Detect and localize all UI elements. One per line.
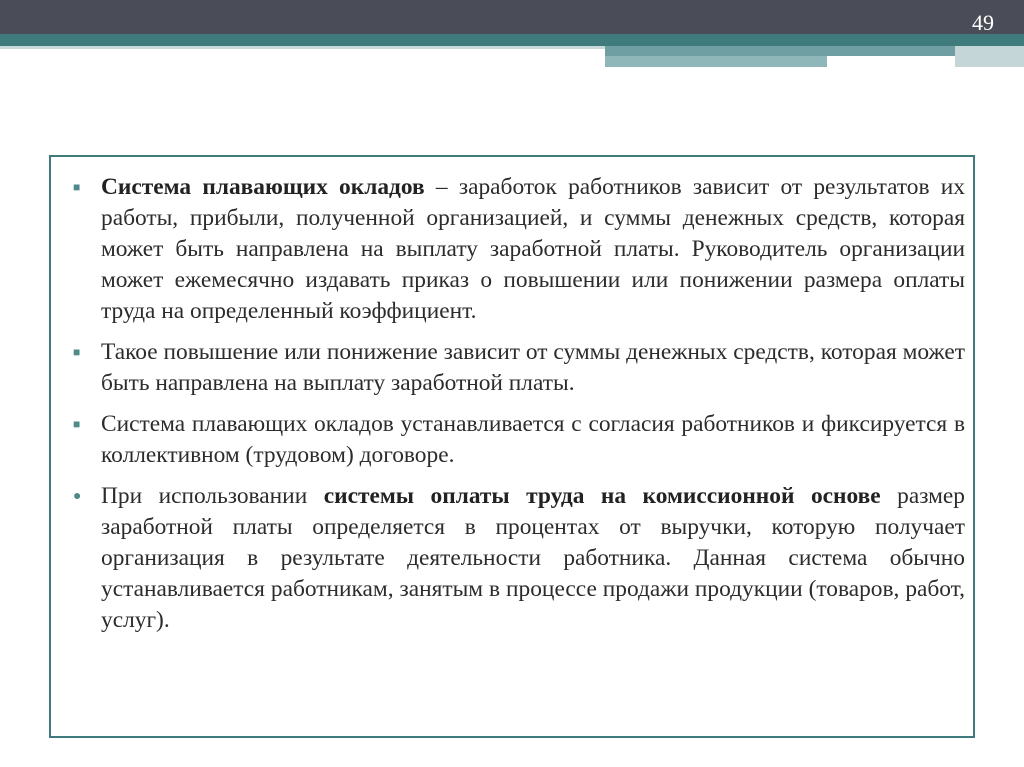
item-text: размер заработной платы определяется в процентах от выручки, которую получает организация в результате деятельности работника. Данная система обычно устанавливается работникам, занятым в процессе продажи продукции (товаров, работ, услуг).	[101, 483, 965, 633]
term: Система плавающих окладов	[101, 174, 425, 200]
page-number: 49	[972, 10, 994, 35]
header-bar	[0, 0, 1024, 34]
header-stripe-accent	[605, 46, 955, 56]
square-bullet-icon: ■	[73, 180, 81, 194]
header-stripe-light	[0, 46, 605, 49]
round-bullet-icon: ●	[73, 489, 82, 504]
header-edge	[955, 46, 1024, 67]
square-bullet-icon: ■	[73, 345, 81, 359]
item-text: Система плавающих окладов устанавливается с согласия работников и фиксируется в коллективном (трудовом) договоре.	[101, 411, 965, 468]
item-text: Такое повышение или понижение зависит от суммы денежных средств, которая может быть направлена на выплату заработной платы.	[101, 339, 965, 396]
header-stripe	[0, 34, 1024, 46]
square-bullet-icon: ■	[73, 417, 81, 431]
item-pre-text: При использовании	[101, 483, 324, 509]
bullet-list	[72, 172, 965, 636]
list-item	[72, 481, 965, 636]
header-stripe-accent-light	[605, 56, 827, 67]
list-item	[72, 172, 965, 327]
item-text: – заработок работников зависит от результатов их работы, прибыли, полученной организацией, и суммы денежных средств, которая может быть направлена на выплату заработной платы. Руководитель организации может ежемесячно издавать приказ о повышении или понижении размера оплаты труда на определенный коэффициент.	[101, 174, 965, 324]
term: системы оплаты труда на комиссионной основе	[323, 483, 881, 509]
list-item	[72, 409, 965, 471]
list-item	[72, 337, 965, 399]
slide-content	[72, 172, 965, 646]
